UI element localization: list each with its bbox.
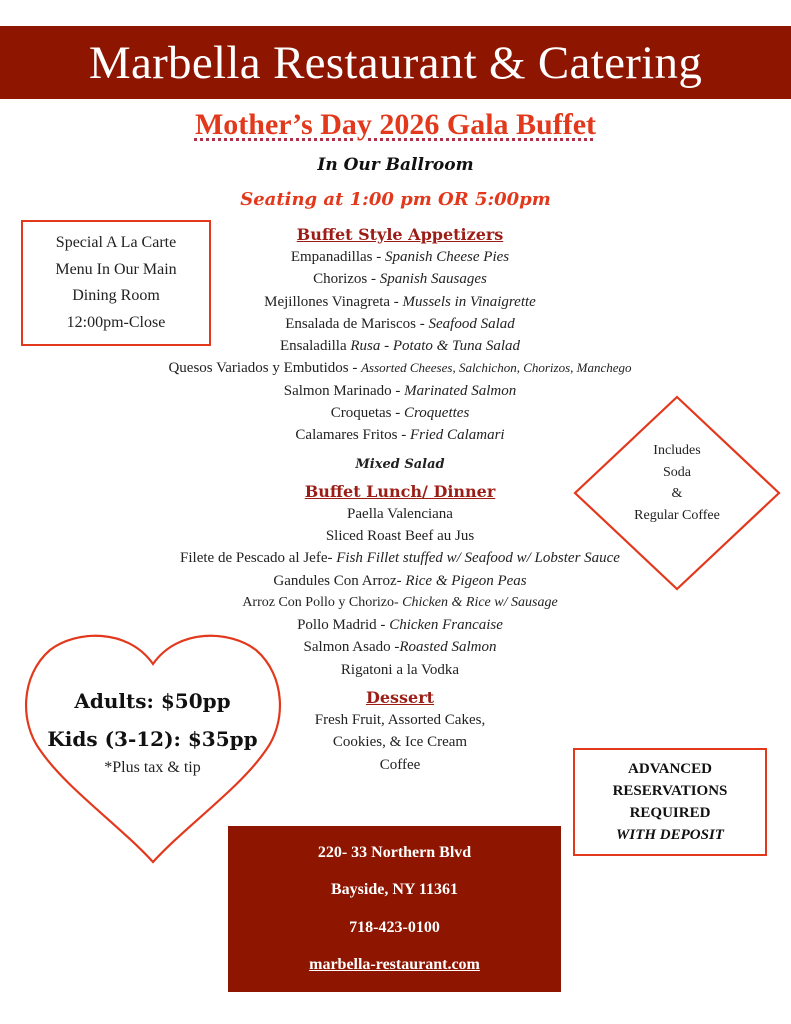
includes-line: Soda [663, 464, 691, 480]
appetizers-heading: Buffet Style Appetizers [296, 225, 504, 244]
dessert-line: Coffee [379, 756, 421, 773]
reservation-line: ADVANCED [628, 761, 712, 777]
reservations-box [573, 748, 767, 856]
website-link[interactable]: marbella-restaurant.com [309, 956, 480, 974]
item-name: Chorizos - [313, 271, 380, 288]
item-name: Paella Valenciana [347, 505, 453, 522]
menu-item [100, 246, 700, 268]
item-desc: Chicken & Rice w/ Sausage [402, 594, 558, 610]
event-title [0, 108, 791, 142]
item-desc: Marinated Salmon [404, 382, 517, 399]
adult-price: Adults: $50pp [74, 689, 231, 713]
item-name-italic: Rusa [350, 338, 381, 355]
includes-text [573, 440, 781, 526]
item-name: Rigatoni a la Vodka [340, 661, 460, 678]
item-name: Ensalada de Mariscos - [285, 315, 429, 332]
header-banner [0, 26, 791, 99]
item-desc: Croquettes [404, 405, 470, 422]
includes-line: Regular Coffee [634, 507, 720, 523]
item-desc: Assorted Cheeses, Salchichon, Chorizos, Manchego [361, 360, 632, 376]
contact-address: 220- 33 Northern Blvd [317, 843, 472, 861]
menu-item [100, 313, 700, 335]
item-desc: Spanish Cheese Pies [384, 249, 510, 265]
event-title-text: Mother’s Day 2026 Gala Buffet [194, 108, 597, 141]
item-name: Quesos Variados y Embutidos - [168, 360, 362, 377]
event-seating: Seating at 1:00 pm OR 5:00pm [240, 189, 551, 210]
item-desc: Fried Calamari [409, 427, 505, 444]
alacarte-line: Special A La Carte [55, 234, 177, 251]
menu-item [100, 291, 700, 313]
includes-line: & [671, 486, 683, 501]
includes-line: Includes [653, 443, 701, 458]
alacarte-line: Menu In Our Main [55, 260, 177, 278]
price-note: *Plus tax & tip [104, 759, 201, 776]
item-desc: Mussels in Vinaigrette [402, 293, 536, 310]
reservation-line: REQUIRED [629, 805, 711, 821]
dessert-heading: Dessert [365, 688, 435, 708]
item-sep: - [380, 338, 393, 355]
menu-item [100, 592, 700, 614]
menu-item [100, 268, 700, 290]
item-name: Croquetas - [330, 405, 405, 422]
item-name: Ensaladilla [279, 338, 351, 355]
pricing-block [20, 682, 285, 778]
contact-phone[interactable]: 718-423-0100 [349, 918, 440, 936]
item-desc: Rice & Pigeon Peas [405, 572, 527, 589]
mixed-salad: Mixed Salad [355, 456, 445, 472]
item-desc: Seafood Salad [428, 315, 515, 332]
reservation-deposit: WITH DEPOSIT [616, 827, 724, 843]
alacarte-line: Dining Room [72, 287, 160, 304]
item-desc: Chicken Francaise [389, 617, 503, 634]
lunch-dinner-heading: Buffet Lunch/ Dinner [304, 481, 496, 501]
menu-item [100, 335, 700, 357]
contact-box [228, 826, 561, 992]
item-name: Gandules Con Arroz- [273, 572, 406, 589]
item-name: Arroz Con Pollo y Chorizo- [242, 594, 403, 610]
item-desc: Roasted Salmon [399, 639, 497, 656]
item-name: Pollo Madrid - [297, 617, 390, 634]
item-name: Salmon Asado - [303, 639, 400, 656]
item-name: Sliced Roast Beef au Jus [325, 527, 475, 544]
contact-city: Bayside, NY 11361 [331, 881, 458, 899]
restaurant-title: Marbella Restaurant & Catering [88, 36, 703, 89]
item-name: Calamares Fritos - [295, 427, 410, 444]
alacarte-line: 12:00pm-Close [66, 313, 166, 331]
item-name: Mejillones Vinagreta - [264, 293, 403, 310]
kids-price: Kids (3-12): $35pp [47, 727, 258, 751]
item-name: Empanadillas - [290, 249, 385, 265]
item-name: Filete de Pescado al Jefe- [180, 550, 337, 567]
reservation-line: RESERVATIONS [612, 783, 728, 799]
dessert-line: Cookies, & Ice Cream [332, 734, 468, 751]
item-desc: Fish Fillet stuffed w/ Seafood w/ Lobster Sauce [336, 550, 620, 567]
event-venue: In Our Ballroom [317, 155, 474, 175]
dessert-line: Fresh Fruit, Assorted Cakes, [314, 712, 486, 729]
menu-item [100, 357, 700, 379]
item-name: Salmon Marinado - [283, 382, 405, 399]
item-desc: Potato & Tuna Salad [392, 338, 520, 355]
item-desc: Spanish Sausages [379, 271, 487, 288]
